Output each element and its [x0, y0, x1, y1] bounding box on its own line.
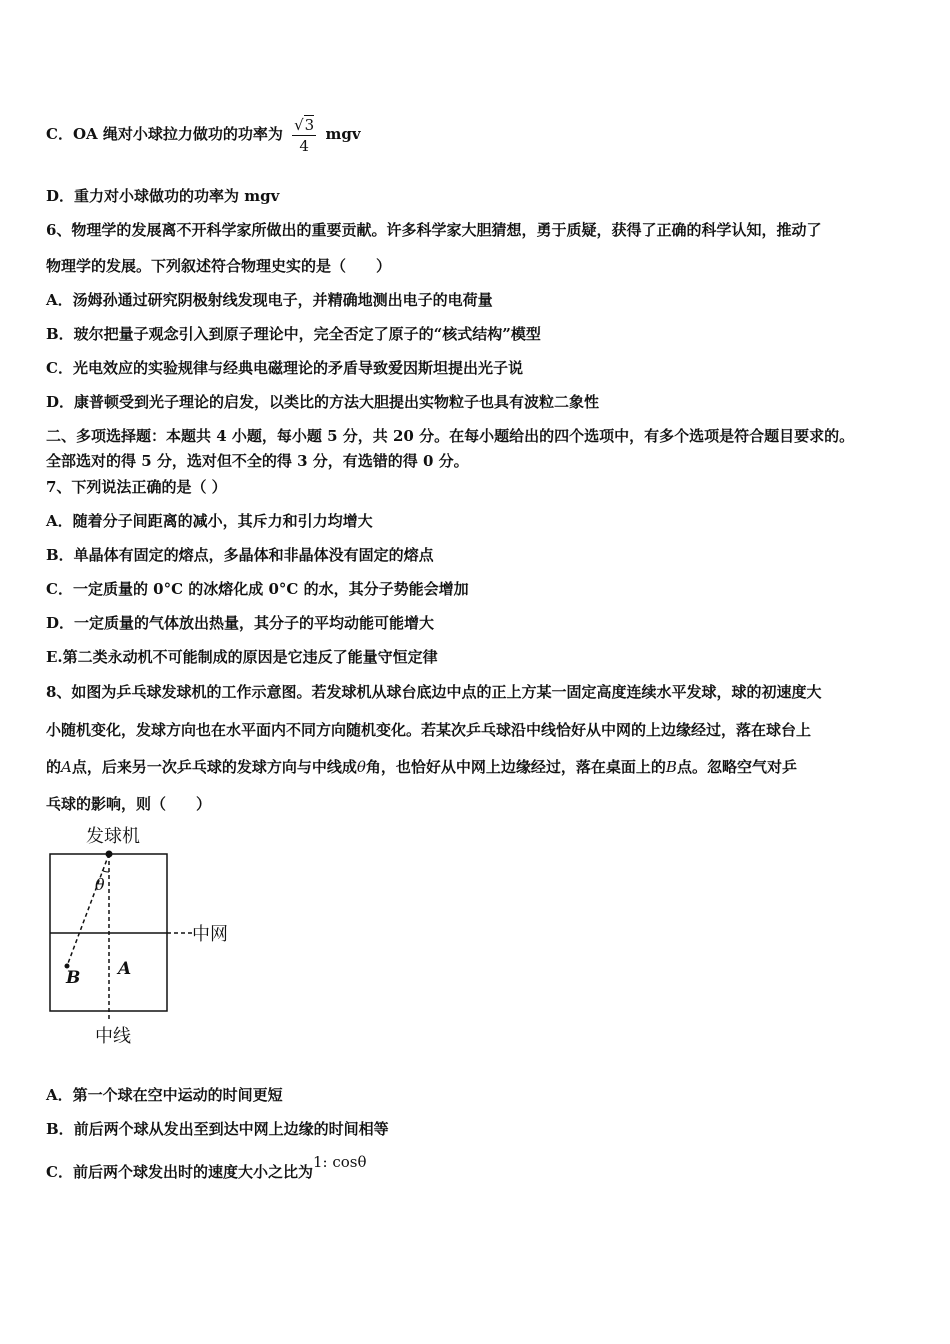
section2-heading-line2: 全部选对的得 5 分，选对但不全的得 3 分，有选错的得 0 分。 — [46, 452, 469, 470]
q8-option-c — [46, 1153, 367, 1182]
q6-option-b: B．玻尔把量子观念引入到原子理论中，完全否定了原子的“核式结构”模型 — [46, 325, 541, 343]
q6-stem-line1: 6、物理学的发展离不开科学家所做出的重要贡献。许多科学家大胆猜想，勇于质疑，获得了正确的科学认知，推动了 — [46, 221, 822, 239]
label-theta: θ — [95, 875, 105, 894]
label-serving-machine: 发球机 — [86, 826, 140, 847]
label-centerline: 中线 — [95, 1026, 131, 1047]
theta-arc — [102, 870, 109, 872]
fraction-denominator: 4 — [299, 136, 309, 155]
q6-option-c: C．光电效应的实验规律与经典电磁理论的矛盾导致爱因斯坦提出光子说 — [46, 359, 523, 377]
q7-option-b: B．单晶体有固定的熔点，多晶体和非晶体没有固定的熔点 — [46, 546, 434, 564]
q8-option-b: B．前后两个球从发出至到达中网上边缘的时间相等 — [46, 1120, 389, 1138]
serving-machine-point — [106, 851, 113, 858]
point-a-symbol: A — [61, 758, 72, 776]
q7-stem: 7、下列说法正确的是（ ） — [46, 478, 227, 496]
theta-symbol: θ — [356, 758, 366, 776]
table-tennis-diagram — [40, 820, 300, 1060]
q6-option-a: A．汤姆孙通过研究阴极射线发现电子，并精确地测出电子的电荷量 — [46, 291, 493, 309]
q8-stem-line2: 小随机变化，发球方向也在水平面内不同方向随机变化。若某次乒乓球沿中线恰好从中网的上边缘经过，落在球台上 — [46, 721, 812, 739]
q8-stem-line3: 的A点，后来另一次乒乓球的发球方向与中线成θ角，也恰好从中网上边缘经过，落在桌面上的B点。忽略空气对乒 — [46, 758, 797, 776]
q5-option-c-prefix: C．OA 绳对小球拉力做功的功率为 — [46, 125, 283, 143]
q8-option-c-prefix: C．前后两个球发出时的速度大小之比为 — [46, 1163, 313, 1181]
label-net: 中网 — [192, 924, 228, 945]
q8-option-a: A．第一个球在空中运动的时间更短 — [46, 1086, 283, 1104]
q5-option-c-suffix: mgv — [325, 125, 361, 143]
q5-option-c — [46, 104, 361, 164]
q8-stem-line1: 8、如图为乒乓球发球机的工作示意图。若发球机从球台底边中点的正上方某一固定高度连续水平发球，球的初速度大 — [46, 683, 822, 701]
label-point-a: A — [118, 959, 132, 979]
q7-option-c: C．一定质量的 0°C 的冰熔化成 0°C 的水，其分子势能会增加 — [46, 580, 469, 598]
section2-heading-line1: 二、多项选择题：本题共 4 小题，每小题 5 分，共 20 分。在每小题给出的四个选项中，有多个选项是符合题目要求的。 — [46, 427, 855, 445]
fraction-numerator: √3 — [294, 115, 315, 134]
q6-stem-line2: 物理学的发展。下列叙述符合物理史实的是（ ） — [46, 257, 392, 275]
q7-option-a: A．随着分子间距离的减小，其斥力和引力均增大 — [46, 512, 373, 530]
q8-stem-line4: 乓球的影响，则（ ） — [46, 795, 212, 813]
fraction-sqrt3-over-4 — [292, 115, 316, 156]
speed-ratio-math: 1: cosθ — [312, 1153, 367, 1171]
q5-option-d: D．重力对小球做功的功率为 mgv — [46, 187, 280, 205]
q7-option-e: E.第二类永动机不可能制成的原因是它违反了能量守恒定律 — [46, 648, 438, 666]
label-point-b: B — [66, 968, 81, 988]
point-b-symbol: B — [665, 758, 677, 776]
q7-option-d: D．一定质量的气体放出热量，其分子的平均动能可能增大 — [46, 614, 435, 632]
q6-option-d: D．康普顿受到光子理论的启发，以类比的方法大胆提出实物粒子也具有波粒二象性 — [46, 393, 600, 411]
